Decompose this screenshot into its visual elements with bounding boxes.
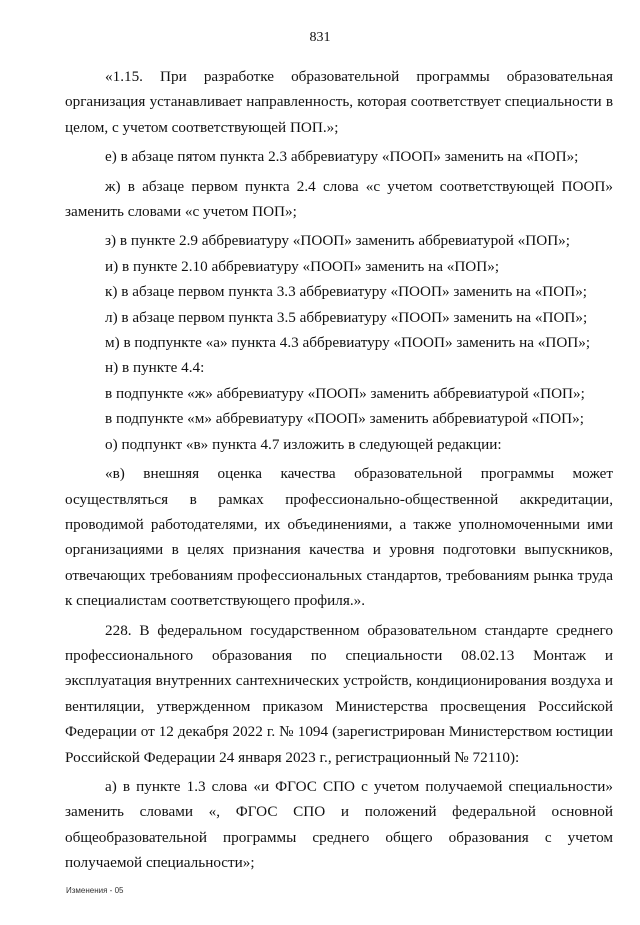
item-e: е) в абзаце пятом пункта 2.3 аббревиатуру «ПООП» заменить на «ПОП»; xyxy=(105,148,579,166)
item-l: л) в абзаце первом пункта 3.5 аббревиатуру «ПООП» заменить на «ПОП»; xyxy=(105,308,588,326)
item-zh: ж) в абзаце первом пункта 2.4 слова «с учетом соответствующей ПООП» заменить словами «с учетом ПОП»; xyxy=(65,177,613,221)
item-m: м) в подпункте «а» пункта 4.3 аббревиатуру «ПООП» заменить на «ПОП»; xyxy=(105,334,591,352)
footer-note: Изменения - 05 xyxy=(66,886,124,895)
item-a: а) в пункте 1.3 слова «и ФГОС СПО с учетом получаемой специальности» заменить словами «, ФГОС СПО и положений федеральной основной общеобразовательной программы среднего общего образования с учетом получаемой специальности»; xyxy=(65,777,613,872)
subitem-m: в подпункте «м» аббревиатуру «ПООП» заменить аббревиатурой «ПОП»; xyxy=(105,410,584,428)
item-i: и) в пункте 2.10 аббревиатуру «ПООП» заменить на «ПОП»; xyxy=(105,257,500,275)
paragraph-228: 228. В федеральном государственном образовательном стандарте среднего профессионального образования по специальности 08.02.13 Монтаж и эксплуатация внутренних сантехнических устройств, кондиционирования воздуха и вентиляции, утвержденном приказом Министерства просвещения Российской Федерации от 12 декабря 2022 г. № 1094 (зарегистрирован Министерством юстиции Российской Федерации 24 января 2023 г., регистрационный № 72110): xyxy=(65,621,613,766)
quoted-text-v: «в) внешняя оценка качества образовательной программы может осуществляться в рамках профессионально-общественной аккредитации, проводимой работодателями, их объединениями, а также уполномоченными ими организациями в целях признания качества и уровня подготовки выпускников, отвечающих требованиям профессиональных стандартов, требованиям рынка труда к специалистам соответствующего профиля.». xyxy=(65,465,613,610)
item-k: к) в абзаце первом пункта 3.3 аббревиатуру «ПООП» заменить на «ПОП»; xyxy=(105,283,588,301)
document-body xyxy=(65,64,613,876)
item-o: о) подпункт «в» пункта 4.7 изложить в следующей редакции: xyxy=(105,435,502,453)
page-number: 831 xyxy=(309,30,331,45)
subitem-zh: в подпункте «ж» аббревиатуру «ПООП» заменить аббревиатурой «ПОП»; xyxy=(105,384,585,402)
item-z: з) в пункте 2.9 аббревиатуру «ПООП» заменить аббревиатурой «ПОП»; xyxy=(105,232,570,250)
item-n: н) в пункте 4.4: xyxy=(105,359,205,377)
paragraph-1-15: «1.15. При разработке образовательной программы образовательная организация устанавливает направленность, которая соответствует специальности в целом, с учетом соответствующей ПОП.»; xyxy=(65,68,613,136)
